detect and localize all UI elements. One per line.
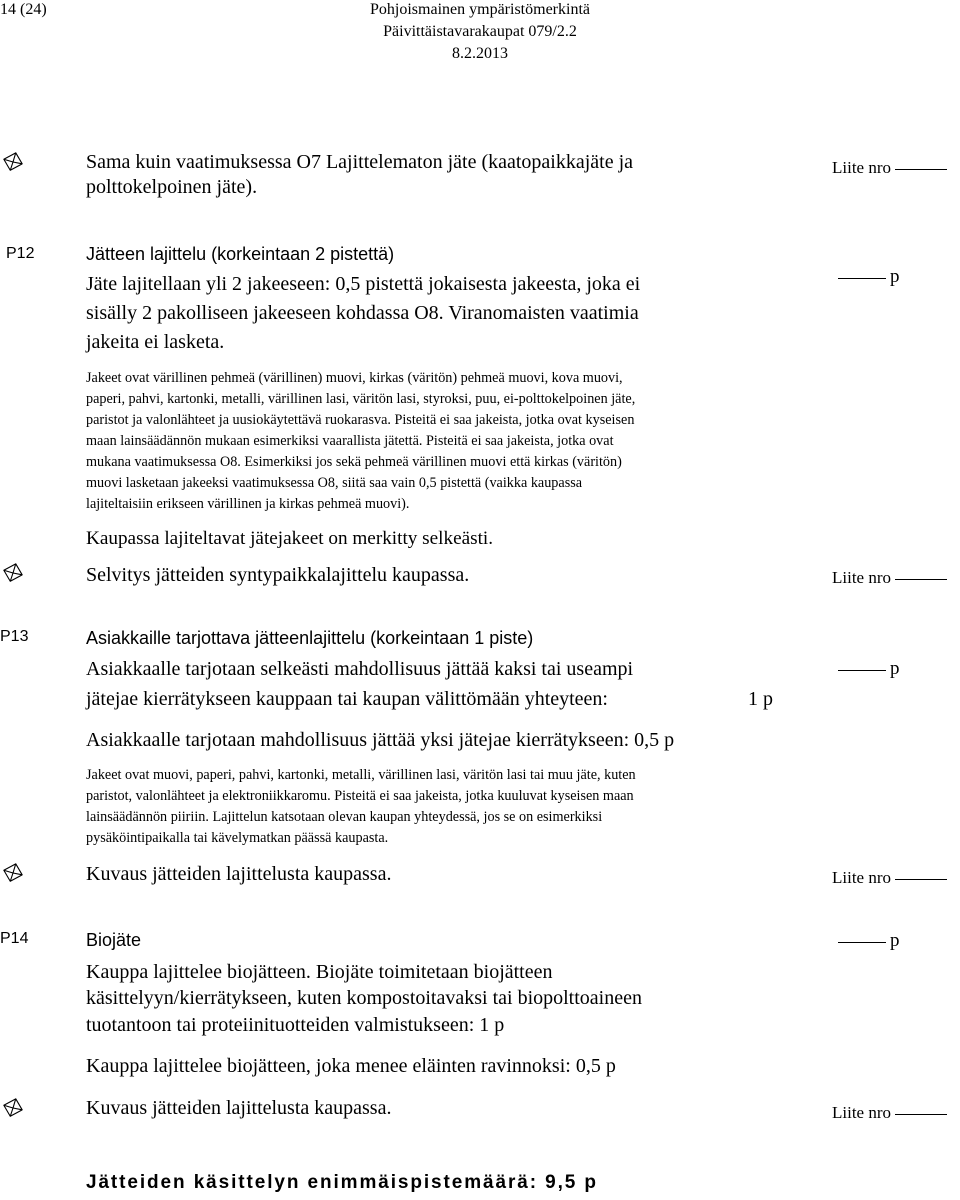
- p14-body-line-4: Kauppa lajittelee biojätteen, joka menee eläinten ravinnoksi: 0,5 p: [86, 1055, 616, 1077]
- p12-evidence: Selvitys jätteiden syntypaikkalajittelu kaupassa.: [86, 564, 470, 586]
- p12-body-line-3: jakeita ei lasketa.: [86, 331, 225, 353]
- document-title: Pohjoismainen ympäristömerkintä: [370, 1, 590, 18]
- points-blank: [838, 277, 886, 279]
- p14-attachment-field: [832, 1103, 947, 1123]
- p12-note-line-1: Jakeet ovat värillinen pehmeä (värillinen) muovi, kirkas (väritön) pehmeä muovi, kova muovi,: [86, 370, 623, 386]
- points-label: p: [890, 930, 900, 951]
- attachment-blank: [895, 878, 947, 880]
- p13-attachment-field: [832, 868, 947, 888]
- p14-evidence: Kuvaus jätteiden lajittelusta kaupassa.: [86, 1097, 392, 1119]
- p13-note-line-1: Jakeet ovat muovi, paperi, pahvi, kartonki, metalli, värillinen lasi, väritön lasi tai muu jäte, kuten: [86, 767, 636, 783]
- p14-title: Biojäte: [86, 930, 142, 950]
- points-label: p: [890, 266, 900, 287]
- p12-marked-text: Kaupassa lajiteltavat jätejakeet on merkitty selkeästi.: [86, 528, 494, 549]
- p12-note-line-4: maan lainsäädännön mukaan esimerkiksi vaarallista jätettä. Pisteitä ei saa jakeista, jotka ovat: [86, 433, 614, 449]
- p14-body-line-2: käsittelyyn/kierrätykseen, kuten kompostoitavaksi tai biopolttoaineen: [86, 987, 642, 1009]
- total-points: Jätteiden käsittelyn enimmäispistemäärä: 9,5 p: [86, 1172, 598, 1193]
- document-subtitle: Päivittäistavarakaupat 079/2.2: [383, 23, 577, 40]
- p12-note-line-2: paperi, pahvi, kartonki, metalli, värillinen lasi, väritön lasi, styroksi, puu, ei-polttokelpoinen jäte,: [86, 391, 636, 407]
- p14-body-line-3: tuotantoon tai proteiinituotteiden valmistukseen: 1 p: [86, 1014, 505, 1036]
- envelope-icon: [2, 862, 24, 884]
- envelope-icon: [2, 1097, 24, 1119]
- p13-body-line-2: jätejae kierrätykseen kauppaan tai kaupan välittömään yhteyteen:: [86, 688, 608, 710]
- p13-points-field: [838, 658, 900, 680]
- p12-note-line-6: muovi lasketaan jakeeksi vaatimuksessa O8, siitä saa vain 0,5 pistettä (vaikka kaupassa: [86, 475, 583, 491]
- p13-code: P13: [0, 628, 29, 645]
- o7-note-line-1: Sama kuin vaatimuksessa O7 Lajittelematon jäte (kaatopaikkajäte ja: [86, 151, 634, 173]
- attachment-blank: [895, 168, 947, 170]
- p12-body-line-1: Jäte lajitellaan yli 2 jakeeseen: 0,5 pistettä jokaisesta jakeesta, joka ei: [86, 273, 641, 295]
- o7-note-line-2: polttokelpoinen jäte).: [86, 176, 258, 198]
- attachment-label: Liite nro: [832, 568, 892, 587]
- p13-note-line-2: paristot, valonlähteet ja elektroniikkaromu. Pisteitä ei saa jakeista, jotka kuuluvat kyseisen maan: [86, 788, 634, 804]
- points-blank: [838, 669, 886, 671]
- p14-points-field: [838, 930, 900, 952]
- attachment-label: Liite nro: [832, 158, 892, 177]
- p13-body-points: 1 p: [748, 688, 773, 710]
- p12-note-line-5: mukana vaatimuksessa O8. Esimerkiksi jos sekä pehmeä värillinen muovi että kirkas (väritön): [86, 454, 622, 470]
- p12-title: Jätteen lajittelu (korkeintaan 2 pistettä): [86, 244, 395, 264]
- envelope-icon: [2, 562, 24, 584]
- p14-code: P14: [0, 930, 29, 947]
- p12-attachment-field: [832, 568, 947, 588]
- p13-note-line-3: lainsäädännön piiriin. Lajittelun katsotaan olevan kaupan yhteydessä, jos se on esimerkiksi: [86, 809, 603, 825]
- attachment-blank: [895, 578, 947, 580]
- p13-evidence: Kuvaus jätteiden lajittelusta kaupassa.: [86, 863, 392, 885]
- o7-attachment-field: [832, 158, 947, 178]
- p13-title: Asiakkaille tarjottava jätteenlajittelu (korkeintaan 1 piste): [86, 628, 534, 648]
- points-label: p: [890, 658, 900, 679]
- p12-note-line-3: paristot ja valonlähteet ja uusiokäytettävä ruokarasva. Pisteitä ei saa jakeista, jotka ovat kyseisen: [86, 412, 635, 428]
- attachment-label: Liite nro: [832, 868, 892, 887]
- attachment-blank: [895, 1113, 947, 1115]
- page-number: 14 (24): [0, 1, 47, 18]
- points-blank: [838, 941, 886, 943]
- attachment-label: Liite nro: [832, 1103, 892, 1122]
- p14-body-line-1: Kauppa lajittelee biojätteen. Biojäte toimitetaan biojätteen: [86, 961, 553, 983]
- document-date: 8.2.2013: [452, 45, 508, 62]
- p12-code: P12: [6, 245, 35, 262]
- p12-note-line-7: lajiteltaisiin erikseen värillinen ja kirkas pehmeä muovi).: [86, 496, 410, 512]
- p13-body-line-3: Asiakkaalle tarjotaan mahdollisuus jättää yksi jätejae kierrätykseen: 0,5 p: [86, 729, 675, 751]
- p13-body-line-1: Asiakkaalle tarjotaan selkeästi mahdollisuus jättää kaksi tai useampi: [86, 658, 634, 680]
- p12-points-field: [838, 266, 900, 288]
- p13-note-line-4: pysäköintipaikalla tai kävelymatkan päässä kaupasta.: [86, 830, 389, 846]
- p12-body-line-2: sisälly 2 pakolliseen jakeeseen kohdassa O8. Viranomaisten vaatimia: [86, 302, 639, 324]
- envelope-icon: [2, 151, 24, 173]
